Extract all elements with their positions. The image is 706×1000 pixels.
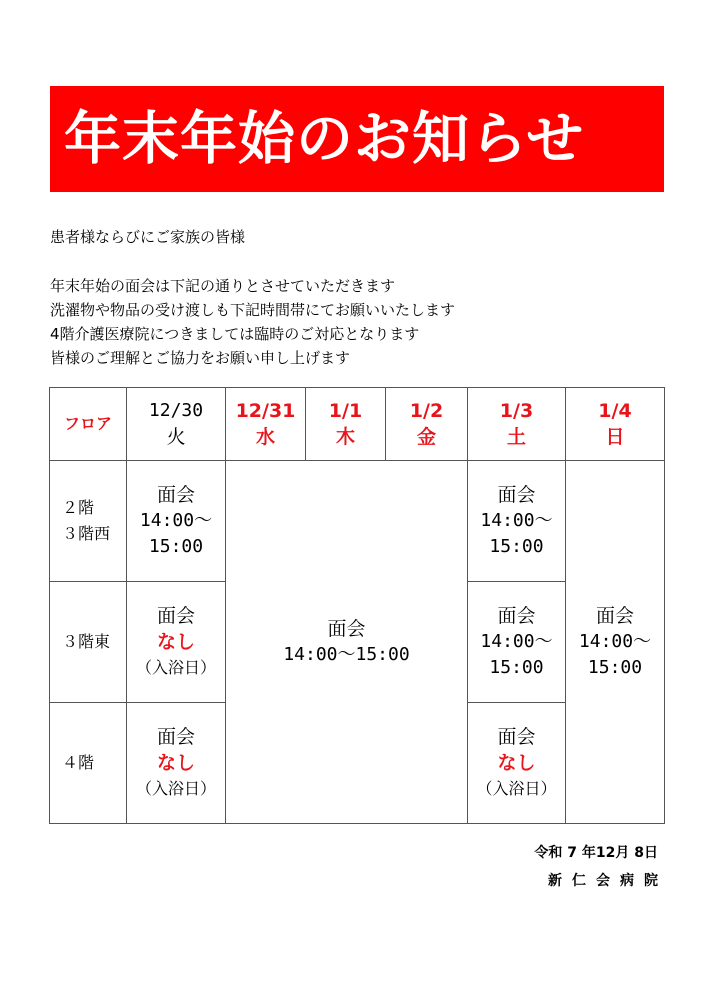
cell-1230-4f (127, 703, 226, 824)
cell-0103-2f (468, 461, 566, 582)
paragraph-line-1: 年末年始の面会は下記の通りとさせていただきます (50, 277, 396, 295)
visit-time: 14:00～15:00 (283, 644, 410, 665)
date-label: 1/2 (409, 400, 444, 422)
visit-time-end: 15:00 (148, 536, 204, 557)
day-header-0104 (566, 388, 665, 461)
cell-0103-3f-east (468, 582, 566, 703)
no-visit-label: なし (497, 752, 536, 774)
weekday-label: 日 (605, 426, 625, 448)
no-visit-label: なし (156, 631, 195, 653)
weekday-label: 土 (506, 426, 526, 448)
weekday-label: 火 (166, 426, 186, 448)
issue-date: 令和 7 年12月 8日 (534, 845, 658, 861)
day-header-0103 (468, 388, 566, 461)
title-banner (50, 86, 664, 192)
visit-time-end: 15:00 (587, 657, 643, 678)
paragraph-line-3: 4階介護医療院につきましては臨時のご対応となります (50, 325, 420, 343)
cell-1230-3f-east (127, 582, 226, 703)
cell-0104-all-floors (566, 461, 665, 824)
floor-label-3f-east: ３階東 (50, 582, 127, 703)
floor-name: ２階 (62, 498, 95, 517)
bath-day-note: （入浴日） (135, 658, 216, 677)
page-title: 年末年始のお知らせ (64, 106, 585, 172)
floor-header: フロア (50, 388, 127, 461)
floor-label-2f (50, 461, 127, 582)
bath-day-note: （入浴日） (135, 779, 216, 798)
visit-label: 面会 (497, 605, 536, 627)
date-label: 12/30 (148, 400, 204, 421)
header-row (50, 388, 665, 461)
visit-label: 面会 (595, 605, 634, 627)
visit-label: 面会 (156, 726, 195, 748)
visiting-schedule-table (49, 387, 665, 824)
visit-label: 面会 (497, 726, 536, 748)
visit-label: 面会 (497, 484, 536, 506)
day-header-0101 (306, 388, 386, 461)
organization-label: 新仁会病院 (548, 873, 668, 889)
floor-name: ３階西 (62, 524, 111, 543)
visit-time-start: 14:00～ (139, 510, 213, 531)
cell-1230-2f (127, 461, 226, 582)
day-header-1230 (127, 388, 226, 461)
visit-time-start: 14:00～ (480, 510, 553, 531)
visit-label: 面会 (156, 484, 195, 506)
cell-0103-4f (468, 703, 566, 824)
no-visit-label: なし (156, 752, 195, 774)
floor-label-4f: ４階 (50, 703, 127, 824)
floor-row-2f (50, 461, 665, 582)
visit-time-start: 14:00～ (578, 631, 652, 652)
bath-day-note: （入浴日） (476, 779, 557, 798)
organization-name (548, 870, 668, 890)
date-label: 12/31 (235, 400, 296, 422)
weekday-label: 木 (335, 426, 355, 448)
date-label: 1/1 (328, 400, 363, 422)
visit-time-end: 15:00 (489, 536, 544, 557)
date-label: 1/3 (499, 400, 534, 422)
visit-time-end: 15:00 (489, 657, 544, 678)
cell-1231-0102-all-floors (226, 461, 468, 824)
visit-label: 面会 (327, 618, 366, 640)
weekday-label: 金 (416, 426, 436, 448)
paragraph-line-2: 洗濯物や物品の受け渡しも下記時間帯にてお願いいたします (50, 301, 456, 319)
weekday-label: 水 (255, 426, 275, 448)
visit-time-start: 14:00～ (480, 631, 553, 652)
greeting: 患者様ならびにご家族の皆様 (50, 228, 246, 246)
paragraph-line-4: 皆様のご理解とご協力をお願い申し上げます (50, 349, 351, 367)
day-header-1231 (226, 388, 306, 461)
date-label: 1/4 (598, 400, 632, 422)
day-header-0102 (386, 388, 468, 461)
visit-label: 面会 (156, 605, 195, 627)
